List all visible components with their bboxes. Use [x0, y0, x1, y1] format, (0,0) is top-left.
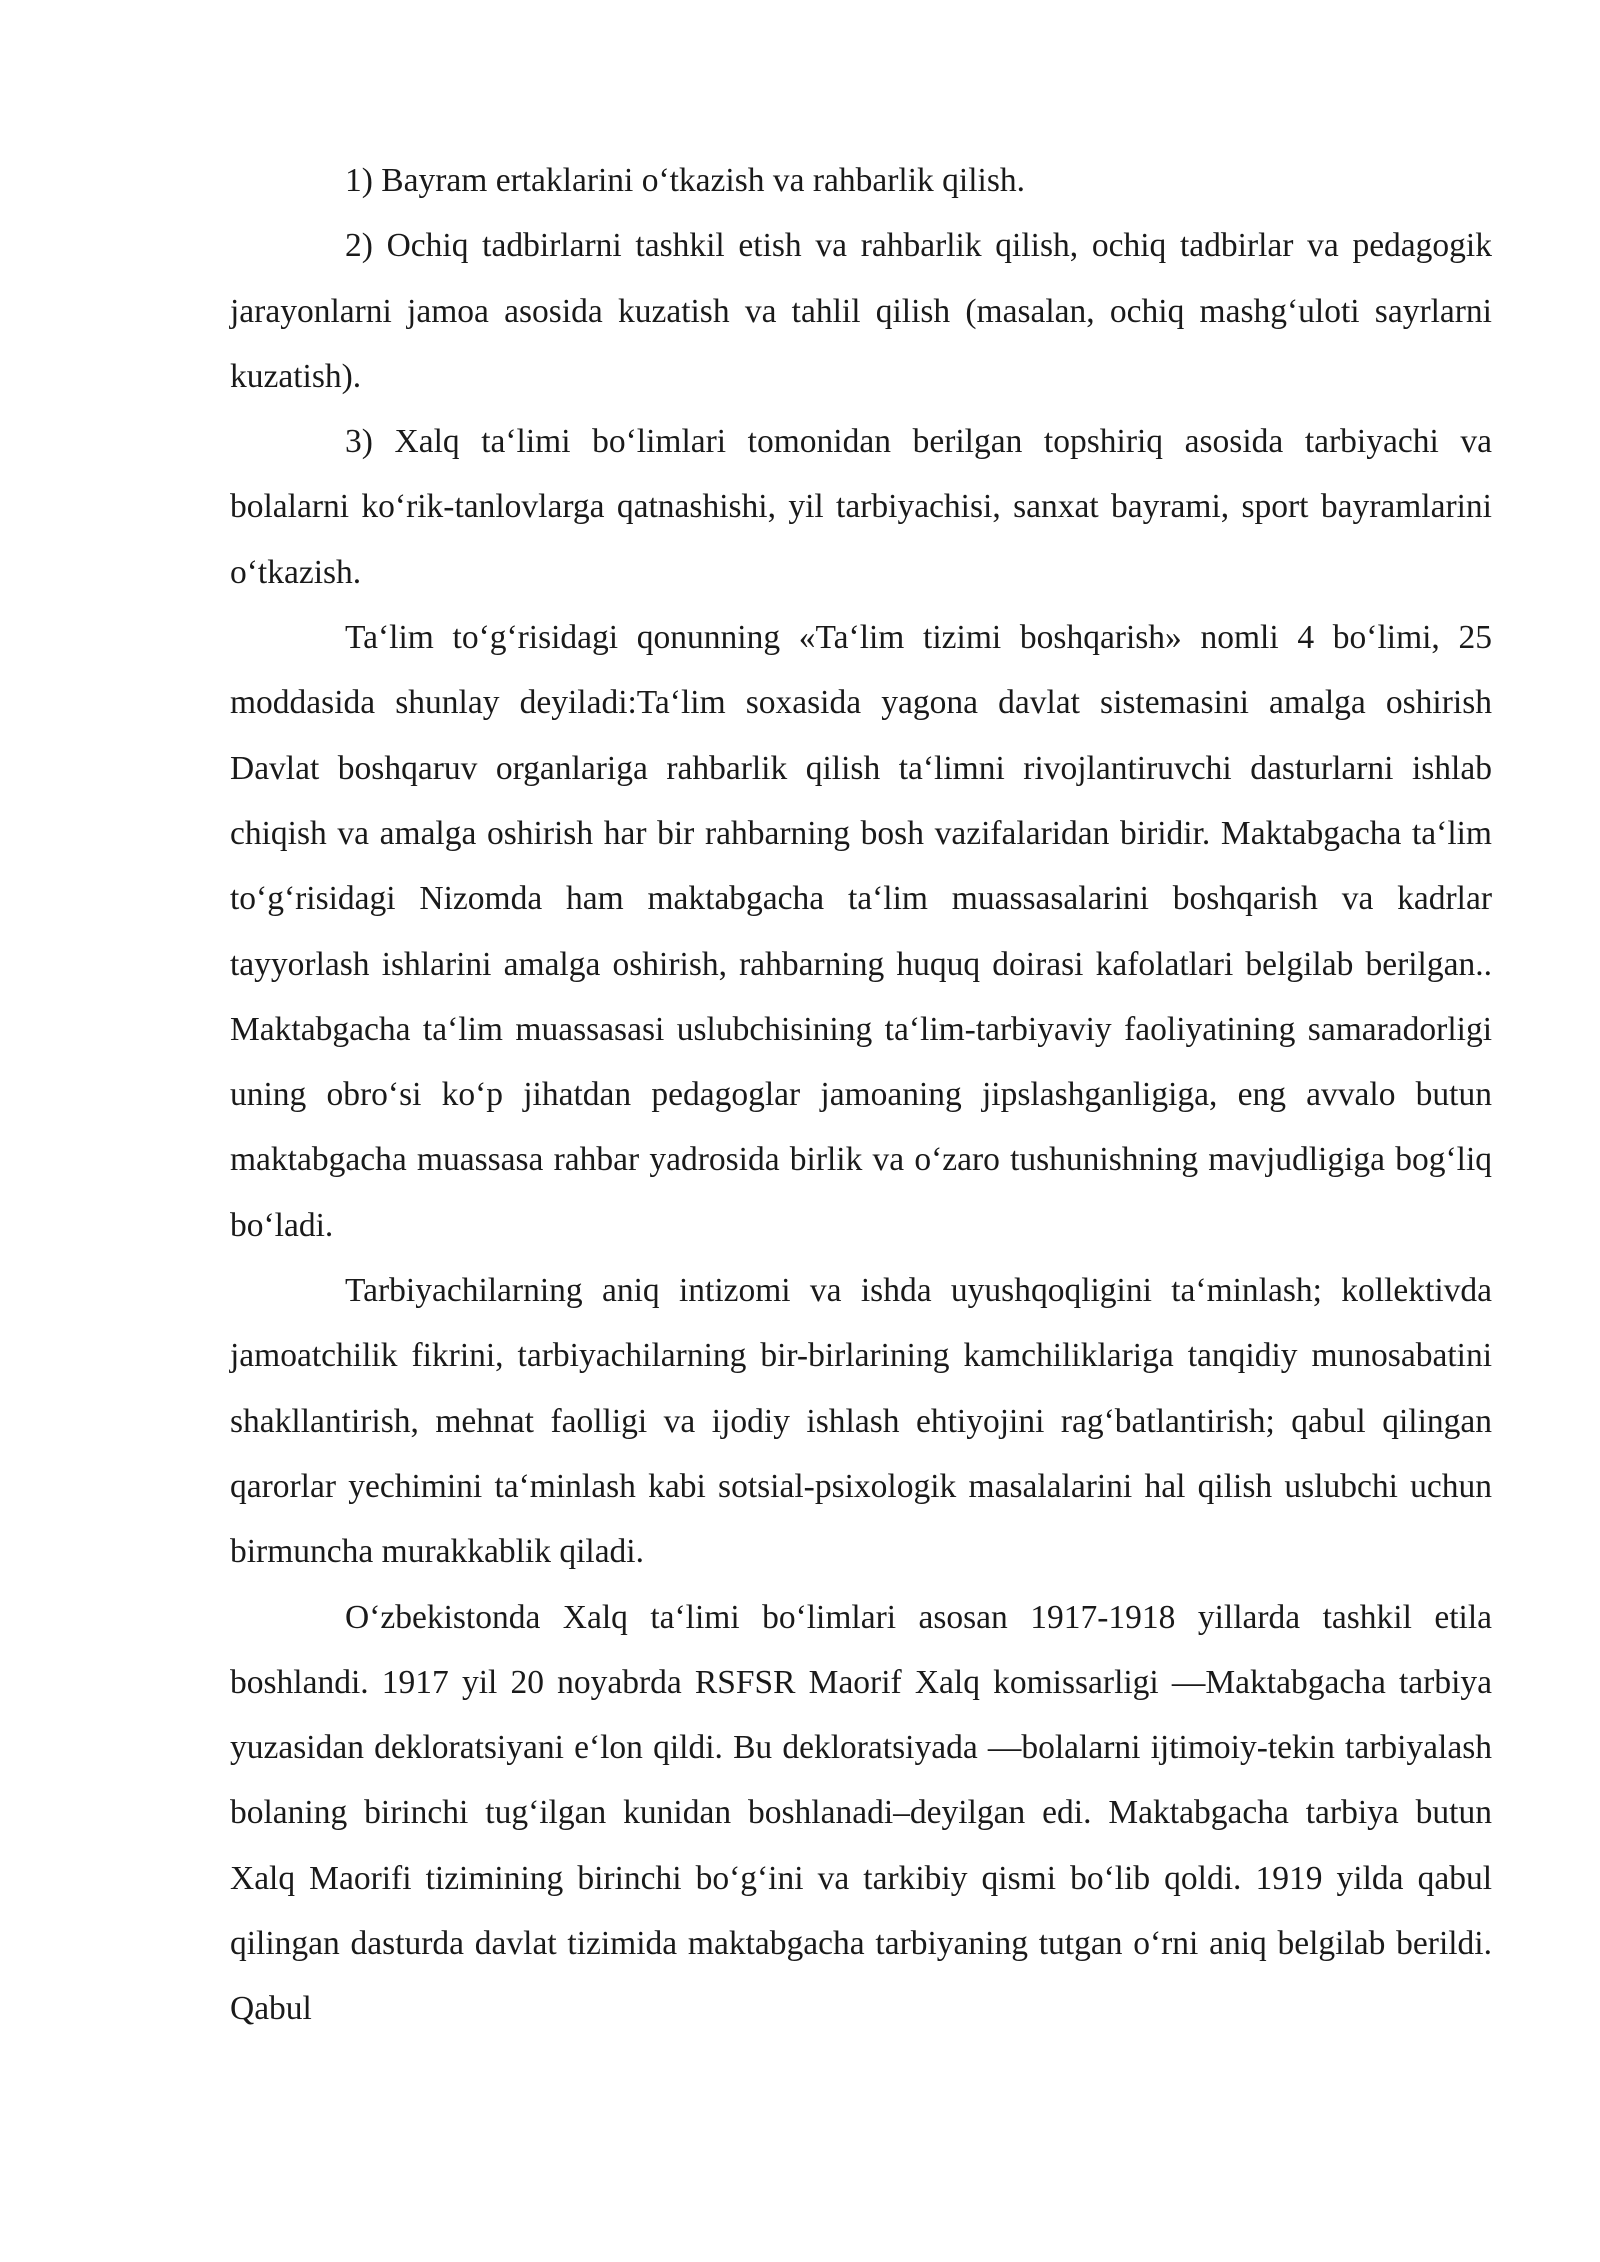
paragraph-2: 2) Ochiq tadbirlarni tashkil etish va rahbarlik qilish, ochiq tadbirlar va pedagogik jarayonlarni jamoa asosida kuzatish va tahlil qilish (masalan, ochiq mashg‘uloti sayrlarni kuzatish).: [230, 227, 1492, 395]
paragraph-1: 1) Bayram ertaklarini o‘tkazish va rahbarlik qilish.: [345, 162, 1026, 199]
paragraph-4: Ta‘lim to‘g‘risidagi qonunning «Ta‘lim tizimi boshqarish» nomli 4 bo‘limi, 25 moddasida shunlay deyiladi:Ta‘lim soxasida yagona davlat sistemasini amalga oshirish Davlat boshqaruv organlariga rahbarlik qilish ta‘limni rivojlantiruvchi dasturlarni ishlab chiqish va amalga oshirish har bir rahbarning bosh vazifalaridan biridir. Maktabgacha ta‘lim to‘g‘risidagi Nizomda ham maktabgacha ta‘lim muassasalarini boshqarish va kadrlar tayyorlash ishlarini amalga oshirish, rahbarning huquq doirasi kafolatlari belgilab berilgan.. Maktabgacha ta‘lim muassasasi uslubchisining ta‘lim-tarbiyaviy faoliyatining samaradorligi uning obro‘si ko‘p jihatdan pedagoglar jamoaning jipslashganligiga, eng avvalo butun maktabgacha muassasa rahbar yadrosida birlik va o‘zaro tushunishning mavjudligiga bog‘liq bo‘ladi.: [230, 619, 1492, 1244]
paragraph-6: O‘zbekistonda Xalq ta‘limi bo‘limlari asosan 1917-1918 yillarda tashkil etila boshlandi. 1917 yil 20 noyabrda RSFSR Maorif Xalq komissarligi ―Maktabgacha tarbiya yuzasidan dekloratsiyani e‘lon qildi. Bu dekloratsiyada ―bolalarni ijtimoiy-tekin tarbiyalash bolaning birinchi tug‘ilgan kunidan boshlanadi–deyilgan edi. Maktabgacha tarbiya butun Xalq Maorifi tizimining birinchi bo‘g‘ini va tarkibiy qismi bo‘lib qoldi. 1919 yilda qabul qilingan dasturda davlat tizimida maktabgacha tarbiyaning tutgan o‘rni aniq belgilab berildi. Qabul: [230, 1598, 1492, 2028]
document-body: [230, 148, 1492, 2042]
paragraph-5: Tarbiyachilarning aniq intizomi va ishda uyushqoqligini ta‘minlash; kollektivda jamoatchilik fikrini, tarbiyachilarning bir-birlarining kamchiliklariga tanqidiy munosabatini shakllantirish, mehnat faolligi va ijodiy ishlash ehtiyojini rag‘batlantirish; qabul qilingan qarorlar yechimini ta‘minlash kabi sotsial-psixologik masalalarini hal qilish uslubchi uchun birmuncha murakkablik qiladi.: [230, 1272, 1492, 1571]
paragraph-3: 3) Xalq ta‘limi bo‘limlari tomonidan berilgan topshiriq asosida tarbiyachi va bolalarni ko‘rik-tanlovlarga qatnashishi, yil tarbiyachisi, sanxat bayrami, sport bayramlarini o‘tkazish.: [230, 423, 1492, 591]
